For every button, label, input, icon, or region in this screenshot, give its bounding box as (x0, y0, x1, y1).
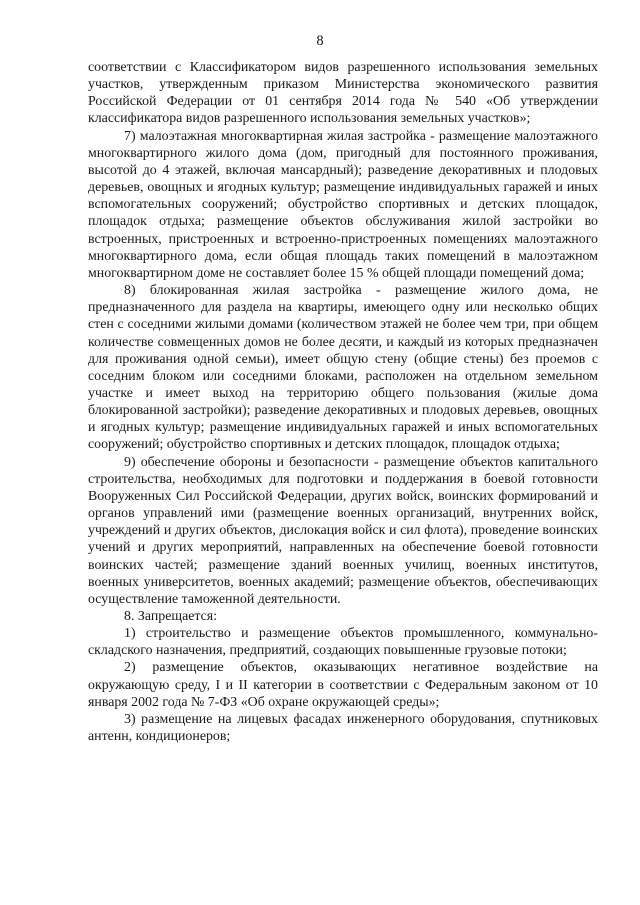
paragraph-item-9: 9) обеспечение обороны и безопасности - размещение объектов капитального строительства, необходимых для подготовки и поддержания в боевой готовности Вооруженных Сил Российской Федерации, других войск, воинских формирований и органов управлений ими (размещение военных организаций, внутренних войск, учреждений и других объектов, дислокация войск и сил флота), проведение воинских учений и других мероприятий, направленных на обеспечение боевой готовности воинских частей; размещение зданий военных училищ, военных институтов, военных университетов, военных академий; размещение объектов, обеспечивающих осуществление таможенной деятельности. (88, 454, 598, 607)
paragraph-prohibited-1: 1) строительство и размещение объектов промышленного, коммунально-складского назначения, предприятий, создающих повышенные грузовые потоки; (88, 626, 598, 659)
paragraph-prohibited-3: 3) размещение на лицевых фасадах инженерного оборудования, спутниковых антенн, кондиционеров; (88, 711, 598, 745)
document-body (88, 59, 598, 745)
paragraph-item-8: 8) блокированная жилая застройка - размещение жилого дома, не предназначенного для раздела на квартиры, имеющего одну или несколько общих стен с соседними жилыми домами (количеством этажей не более чем три, при общем количестве совмещенных домов не более десяти, и каждый из которых предназначен для проживания одной семьи), имеет общую стену (общие стены) без проемов с соседним блоком или соседними блоками, расположен на отдельном земельном участке и имеет выход на территорию общего пользования (жилые дома блокированной застройки); разведение декоративных и плодовых деревьев, овощных и ягодных культур; размещение индивидуальных гаражей и иных вспомогательных сооружений; обустройство спортивных и детских площадок, площадок отдыха; (88, 283, 598, 453)
section-heading-prohibited: 8. Запрещается: (124, 609, 218, 624)
paragraph-item-7: 7) малоэтажная многоквартирная жилая застройка - размещение малоэтажного многоквартирного жилого дома (дом, пригодный для постоянного проживания, высотой до 4 этажей, включая мансардный); разведение декоративных и плодовых деревьев, овощных и ягодных культур; размещение индивидуальных гаражей и иных вспомогательных сооружений; обустройство спортивных и детских площадок, площадок отдыха; размещение объектов обслуживания жилой застройки во встроенных, пристроенных и встроенно-пристроенных помещениях малоэтажного многоквартирного дома, если общая площадь таких помещений в малоэтажном многоквартирном доме не составляет более 15 % общей площади помещений дома; (88, 128, 598, 281)
page-number: 8 (316, 33, 324, 49)
paragraph-continuation: соответствии с Классификатором видов разрешенного использования земельных участков, утвержденным приказом Министерства экономического развития Российской Федерации от 01 сентября 2014 года № 540 «Об утверждении классификатора видов разрешенного использования земельных участков»; (88, 60, 598, 127)
paragraph-prohibited-2: 2) размещение объектов, оказывающих негативное воздействие на окружающую среду, I и II категории в соответствии с Федеральным законом от 10 января 2002 года № 7-ФЗ «Об охране окружающей среды»; (88, 660, 598, 710)
